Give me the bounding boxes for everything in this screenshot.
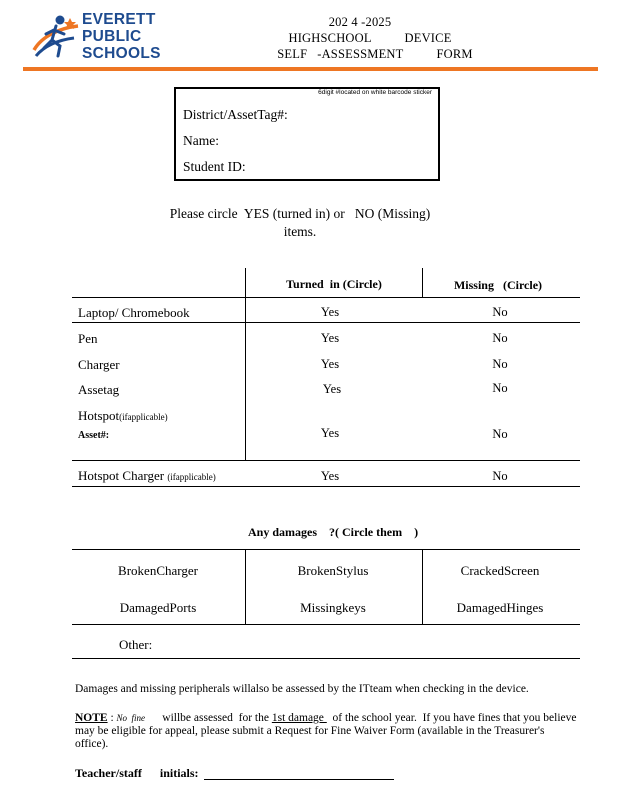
note-mid-text: willbe assessed for the <box>145 712 272 724</box>
no-fine-text: No fine <box>116 713 146 723</box>
table-rule <box>72 486 580 487</box>
yes-option[interactable]: Yes <box>320 357 340 371</box>
yes-option[interactable]: Yes <box>320 305 340 319</box>
column-header-turned-in: Turned in (Circle) <box>286 277 382 291</box>
row-label-pen: Pen <box>78 331 98 346</box>
fine-note-line1 <box>75 712 595 725</box>
runner-logo-icon <box>30 12 82 64</box>
hotspot-charger-label: Hotspot Charger <box>78 468 168 483</box>
logo-text-public: PUBLIC <box>82 28 142 45</box>
form-title-line2: SELF -ASSESSMENT FORM <box>277 47 473 61</box>
header-divider <box>23 67 598 71</box>
name-label: Name: <box>183 133 219 148</box>
hotspot-label: Hotspot <box>78 408 120 423</box>
table-rule <box>72 658 580 659</box>
note-label: NOTE <box>75 712 108 724</box>
damage-cracked-screen[interactable]: CrackedScreen <box>460 563 540 578</box>
initials-signature-line[interactable] <box>204 779 394 780</box>
damage-broken-charger[interactable]: BrokenCharger <box>118 563 198 578</box>
damage-damaged-hinges[interactable]: DamagedHinges <box>456 600 544 615</box>
asset-tag-note: 6digit #located on white barcode sticker <box>318 89 432 96</box>
table-rule <box>72 322 580 323</box>
row-label-laptop: Laptop/ Chromebook <box>78 305 190 320</box>
row-label-asset-tag: Assetag <box>78 382 120 397</box>
logo-text-schools: SCHOOLS <box>82 45 161 62</box>
note-colon: : <box>107 712 117 724</box>
yes-option[interactable]: Yes <box>320 469 340 483</box>
if-applicable-note: (ifapplicable) <box>119 412 168 422</box>
other-label: Other: <box>119 637 153 652</box>
damage-damaged-ports[interactable]: DamagedPorts <box>119 600 197 615</box>
row-label-hotspot <box>78 408 168 424</box>
yes-option[interactable]: Yes <box>320 331 340 345</box>
hotspot-asset-label: Asset#: <box>78 430 110 441</box>
initials-label: Teacher/staff initials: <box>75 766 199 780</box>
if-applicable-note: (ifapplicable) <box>167 472 216 482</box>
table-rule <box>72 460 580 461</box>
no-option[interactable]: No <box>492 331 508 345</box>
instructions-line1: Please circle YES (turned in) or NO (Missing) <box>169 206 431 221</box>
table-divider <box>422 549 423 624</box>
table-rule <box>72 297 580 298</box>
table-rule <box>72 624 580 625</box>
yes-option[interactable]: Yes <box>322 382 342 396</box>
yes-option[interactable]: Yes <box>320 426 340 440</box>
student-id-label: Student ID: <box>183 159 246 174</box>
column-header-missing: Missing (Circle) <box>453 278 543 292</box>
fine-note-line3: office). <box>75 738 109 750</box>
student-info-box <box>174 87 440 181</box>
table-rule <box>72 549 580 550</box>
table-divider <box>245 549 246 624</box>
damage-missing-keys[interactable]: Missingkeys <box>300 600 366 615</box>
damage-broken-stylus[interactable]: BrokenStylus <box>297 563 369 578</box>
no-option[interactable]: No <box>492 305 508 319</box>
form-year: 202 4 -2025 <box>328 15 392 29</box>
assessment-note: Damages and missing peripherals willalso be assessed by the ITteam when checking in the device. <box>75 683 529 695</box>
form-title-line1: HIGHSCHOOL DEVICE <box>288 31 452 45</box>
no-option[interactable]: No <box>492 357 508 371</box>
district-logo <box>30 10 160 68</box>
no-option[interactable]: No <box>492 381 508 395</box>
no-option[interactable]: No <box>492 427 508 441</box>
asset-tag-label: District/AssetTag#: <box>183 107 288 122</box>
row-label-hotspot-charger <box>78 468 216 484</box>
damages-heading: Any damages ?( Circle them ) <box>248 525 419 539</box>
first-damage-text: 1st damage <box>271 712 327 724</box>
logo-text-everett: EVERETT <box>82 11 156 28</box>
row-label-charger: Charger <box>78 357 120 372</box>
note-rest-text: of the school year. If you have fines that you believe <box>326 712 577 724</box>
instructions-line2: items. <box>283 224 317 239</box>
no-option[interactable]: No <box>492 469 508 483</box>
fine-note-line2: may be eligible for appeal, please submit a Request for Fine Waiver Form (available in the Treasurer's <box>75 725 545 737</box>
